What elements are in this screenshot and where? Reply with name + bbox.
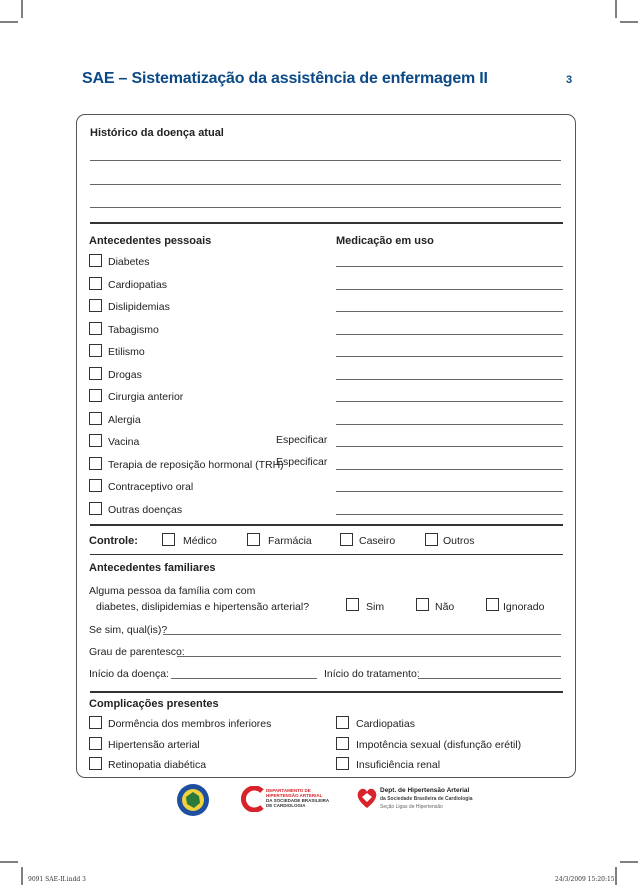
antecedente-checkbox[interactable] — [89, 434, 102, 447]
footer-timestamp: 24/3/2009 15:20:15 — [555, 876, 615, 883]
historico-line-3[interactable] — [90, 207, 561, 208]
historico-label: Histórico da doença atual — [90, 127, 224, 139]
antecedente-label: Vacina — [108, 436, 140, 448]
complicacao-cardiopatias-label: Cardiopatias — [356, 718, 415, 730]
controle-outros-label: Outros — [443, 535, 475, 547]
grau-parentesco-label: Grau de parentesco: — [89, 646, 185, 658]
inicio-doenca-field[interactable] — [171, 678, 317, 679]
antecedente-checkbox[interactable] — [89, 412, 102, 425]
medicacao-field[interactable] — [336, 491, 563, 492]
medicacao-field[interactable] — [336, 469, 563, 470]
antecedente-label: Drogas — [108, 369, 142, 381]
complicacao-cardiopatias-checkbox[interactable] — [336, 716, 349, 729]
medicacao-field[interactable] — [336, 289, 563, 290]
section-divider — [90, 222, 563, 224]
dept-line1: Dept. de Hipertensão Arterial — [380, 787, 470, 794]
footer-file-name: 9091 SAE-II.indd 3 — [28, 876, 86, 883]
antecedente-checkbox[interactable] — [89, 479, 102, 492]
complicacao-dormencia-checkbox[interactable] — [89, 716, 102, 729]
controle-farmacia-checkbox[interactable] — [247, 533, 260, 546]
medicacao-field[interactable] — [336, 424, 563, 425]
medicacao-field[interactable] — [336, 446, 563, 447]
antecedente-label: Outras doenças — [108, 504, 183, 516]
inicio-tratamento-field[interactable] — [418, 678, 561, 679]
antecedente-label: Diabetes — [108, 256, 150, 268]
medicacao-field[interactable] — [336, 311, 563, 312]
complicacao-retinopatia-label: Retinopatia diabética — [108, 759, 207, 771]
familia-ignorado-checkbox[interactable] — [486, 598, 499, 611]
medicacao-field[interactable] — [336, 266, 563, 267]
controle-medico-checkbox[interactable] — [162, 533, 175, 546]
historico-line-2[interactable] — [90, 184, 561, 185]
dept-hipertensao-text — [380, 787, 473, 811]
sbc-seal-logo — [176, 783, 210, 817]
antecedente-checkbox[interactable] — [89, 322, 102, 335]
complicacao-retinopatia-checkbox[interactable] — [89, 757, 102, 770]
antecedente-label: Tabagismo — [108, 324, 159, 336]
controle-caseiro-label: Caseiro — [359, 535, 396, 547]
complicacao-impotencia-label: Impotência sexual (disfunção erétil) — [356, 739, 522, 751]
departamento-logo-mark — [238, 786, 266, 812]
dept-hipertensao-logo — [356, 786, 378, 810]
departamento-logo-line3: DA SOCIEDADE BRASILEIRA — [266, 798, 330, 803]
antecedente-label: Contraceptivo oral — [108, 481, 194, 493]
vacina-especificar-label: Especificar — [276, 434, 328, 446]
antecedente-checkbox[interactable] — [89, 502, 102, 515]
inicio-tratamento-label: Início do tratamento: — [324, 668, 420, 680]
dept-line3: Seção Ligas de Hipertensão — [380, 804, 443, 810]
departamento-logo-line1: DEPARTAMENTO DE — [266, 788, 311, 793]
antecedente-checkbox[interactable] — [89, 299, 102, 312]
controle-caseiro-checkbox[interactable] — [340, 533, 353, 546]
medicacao-field[interactable] — [336, 356, 563, 357]
antecedente-label: Cirurgia anterior — [108, 391, 184, 403]
medicacao-heading: Medicação em uso — [336, 235, 434, 247]
inicio-doenca-label: Início da doença: — [89, 668, 169, 680]
section-divider — [90, 524, 563, 526]
medicacao-field[interactable] — [336, 514, 563, 515]
familia-nao-checkbox[interactable] — [416, 598, 429, 611]
controle-outros-checkbox[interactable] — [425, 533, 438, 546]
controle-medico-label: Médico — [183, 535, 217, 547]
antecedente-label: Dislipidemias — [108, 301, 170, 313]
trh-especificar-label: Especificar — [276, 456, 328, 468]
antecedente-label: Terapia de reposição hormonal (TRH) — [108, 459, 284, 471]
page-title: SAE – Sistematização da assistência de enfermagem II — [82, 70, 488, 87]
complicacao-impotencia-checkbox[interactable] — [336, 737, 349, 750]
complicacao-hipertensao-checkbox[interactable] — [89, 737, 102, 750]
complicacao-hipertensao-label: Hipertensão arterial — [108, 739, 200, 751]
departamento-logo — [238, 786, 338, 812]
familia-nao-label: Não — [435, 601, 455, 613]
antecedentes-pessoais-heading: Antecedentes pessoais — [89, 235, 212, 247]
antecedente-checkbox[interactable] — [89, 254, 102, 267]
medicacao-field[interactable] — [336, 379, 563, 380]
medicacao-field[interactable] — [336, 401, 563, 402]
antecedente-checkbox[interactable] — [89, 367, 102, 380]
historico-line-1[interactable] — [90, 160, 561, 161]
antecedentes-familiares-heading: Antecedentes familiares — [89, 562, 216, 574]
antecedente-checkbox[interactable] — [89, 389, 102, 402]
familia-ignorado-label: Ignorado — [503, 601, 545, 613]
antecedente-checkbox[interactable] — [89, 344, 102, 357]
antecedente-label: Cardiopatias — [108, 279, 167, 291]
medicacao-field[interactable] — [336, 334, 563, 335]
antecedente-label: Etilismo — [108, 346, 145, 358]
antecedente-checkbox[interactable] — [89, 277, 102, 290]
section-divider — [90, 554, 563, 555]
grau-parentesco-field[interactable] — [177, 656, 561, 657]
se-sim-label: Se sim, qual(is)? — [89, 624, 168, 636]
complicacao-dormencia-label: Dormência dos membros inferiores — [108, 718, 272, 730]
complicacoes-heading: Complicações presentes — [89, 698, 219, 710]
dept-line2: da Sociedade Brasileira de Cardiologia — [380, 796, 473, 802]
page-number: 3 — [566, 74, 573, 86]
complicacao-insuficiencia-label: Insuficiência renal — [356, 759, 441, 771]
complicacao-insuficiencia-checkbox[interactable] — [336, 757, 349, 770]
departamento-logo-line4: DE CARDIOLOGIA — [266, 803, 306, 808]
familia-question-line1: Alguma pessoa da família com com — [89, 585, 256, 597]
familia-sim-label: Sim — [366, 601, 385, 613]
controle-label: Controle: — [89, 535, 138, 547]
section-divider — [90, 691, 563, 693]
antecedente-label: Alergia — [108, 414, 141, 426]
antecedente-checkbox[interactable] — [89, 457, 102, 470]
familia-sim-checkbox[interactable] — [346, 598, 359, 611]
familia-question-line2: diabetes, dislipidemias e hipertensão arterial? — [96, 601, 310, 613]
departamento-logo-line2: HIPERTENSÃO ARTERIAL — [266, 793, 323, 798]
se-sim-field[interactable] — [163, 634, 561, 635]
controle-farmacia-label: Farmácia — [268, 535, 312, 547]
